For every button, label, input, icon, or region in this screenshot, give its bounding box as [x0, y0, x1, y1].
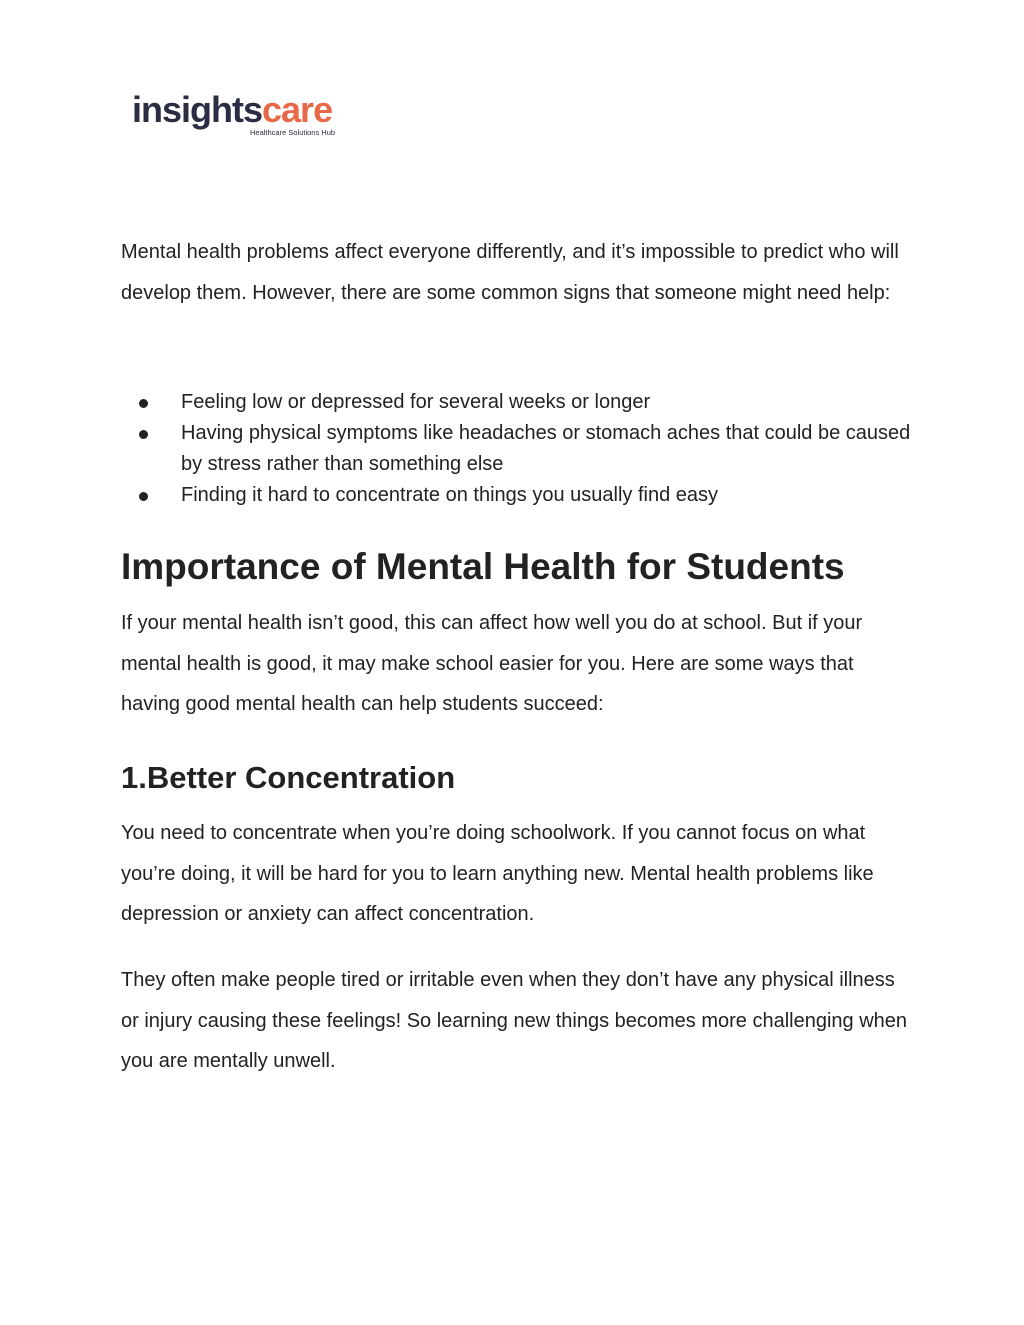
- list-item-text: Having physical symptoms like headaches or stomach aches that could be caused by stress rather than something else: [181, 422, 911, 475]
- list-item: [121, 418, 911, 480]
- document-body: [121, 232, 911, 1073]
- section-heading-importance: Importance of Mental Health for Students: [121, 546, 845, 587]
- signs-list: [121, 387, 911, 511]
- bullet-icon: [139, 492, 148, 501]
- logo-wordmark: [132, 90, 332, 130]
- brand-logo: [132, 90, 342, 140]
- list-item: [121, 387, 911, 418]
- intro-paragraph: Mental health problems affect everyone differently, and it’s impossible to predict who will develop them. However, there are some common signs that someone might need help:: [121, 241, 899, 304]
- concentration-paragraph-1: You need to concentrate when you’re doing schoolwork. If you cannot focus on what you’re doing, it will be hard for you to learn anything new. Mental health problems like depression or anxiety can affect concentration.: [121, 822, 874, 926]
- bullet-icon: [139, 399, 148, 408]
- list-item-text: Finding it hard to concentrate on things you usually find easy: [181, 484, 718, 506]
- logo-tagline: Healthcare Solutions Hub: [250, 128, 336, 137]
- bullet-icon: [139, 430, 148, 439]
- list-item: [121, 480, 911, 511]
- logo-wordmark-accent: care: [262, 89, 333, 130]
- section-heading-concentration: 1.Better Concentration: [121, 760, 456, 795]
- logo-wordmark-dark: insights: [132, 89, 263, 130]
- importance-paragraph: If your mental health isn’t good, this can affect how well you do at school. But if your mental health is good, it may make school easier for you. Here are some ways that having good mental health can help students succeed:: [121, 612, 863, 716]
- list-item-text: Feeling low or depressed for several weeks or longer: [181, 391, 651, 413]
- concentration-paragraph-2: They often make people tired or irritable even when they don’t have any physical illness or injury causing these feelings! So learning new things becomes more challenging when you are mentally unwell.: [121, 969, 908, 1073]
